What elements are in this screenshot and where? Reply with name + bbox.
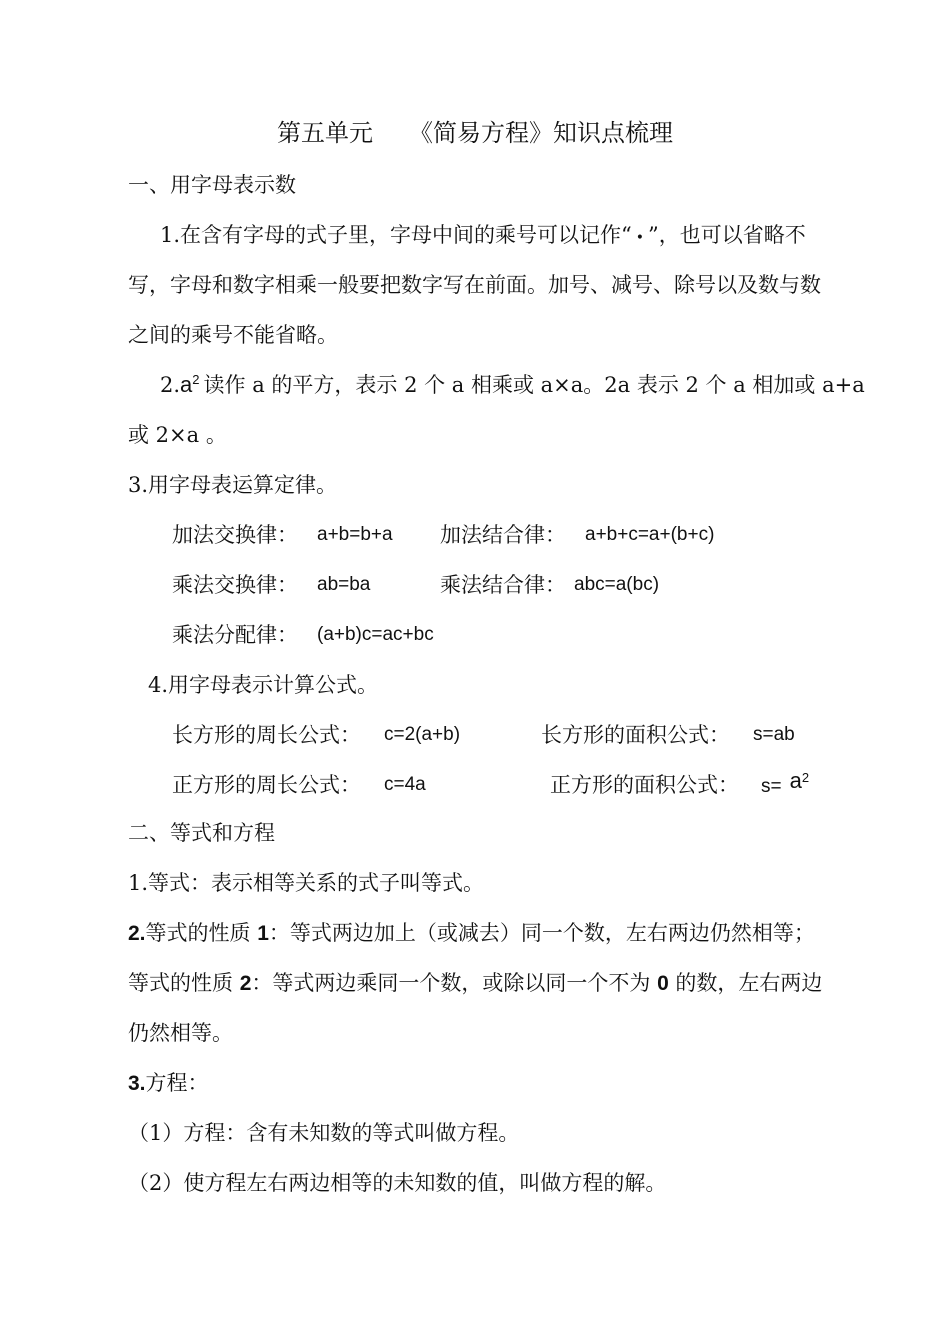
item2-a: a (180, 372, 193, 397)
item1-line1-a: 1.在含有字母的式子里，字母中间的乘号可以记作“ (160, 223, 632, 247)
mul-assoc-formula: abc=a(bc) (574, 574, 660, 595)
property2-text: ：等式两边乘同一个数，或除以同一个不为 (251, 971, 658, 995)
rect-area-label: 长方形的面积公式： (541, 723, 730, 747)
section2-item2-line2 (128, 970, 822, 997)
property2-text-end: 的数，左右两边 (668, 971, 823, 995)
mul-assoc-label: 乘法结合律： (440, 573, 566, 597)
add-assoc-formula: a+b+c=a+(b+c) (585, 524, 715, 545)
sq-area-s: s= (761, 776, 782, 797)
item3-num: 3. (128, 1072, 146, 1095)
add-comm-label: 加法交换律： (172, 523, 298, 547)
mul-comm-formula: ab=ba (317, 574, 371, 595)
item2-num: 2. (128, 922, 146, 945)
item1-line1-b: ”，也可以省略不 (648, 223, 806, 247)
sq-perim-label: 正方形的周长公式： (172, 773, 361, 797)
section2-item2-line3: 仍然相等。 (128, 1021, 233, 1045)
section1-item2-line1 (160, 372, 865, 401)
section1-item1-line2: 写，字母和数字相乘一般要把数字写在前面。加号、减号、除号以及数与数 (128, 273, 821, 297)
section2-item3-sub2: （2）使方程左右两边相等的未知数的值，叫做方程的解。 (128, 1171, 667, 1195)
section2-heading: 二、等式和方程 (128, 821, 275, 845)
property2-number: 2 (239, 972, 252, 995)
item2-superscript: 2 (192, 372, 200, 387)
distrib-label: 乘法分配律： (172, 623, 298, 647)
sq-area-superscript: 2 (801, 770, 810, 785)
section2-item3-heading (128, 1070, 209, 1097)
property1-text: ：等式两边加上（或减去）同一个数，左右两边仍然相等； (268, 921, 815, 945)
section1-heading: 一、用字母表示数 (128, 173, 296, 197)
sq-area-a: a (789, 768, 802, 793)
section2-item2-line1 (128, 920, 815, 947)
add-comm-formula: a+b=b+a (317, 524, 393, 545)
section1-item3-heading: 3.用字母表运算定律。 (128, 473, 338, 497)
property1-label: 等式的性质 (145, 921, 258, 945)
section1-item4-heading: 4.用字母表示计算公式。 (148, 673, 379, 697)
distrib-formula: (a+b)c=ac+bc (317, 624, 434, 645)
section1-item1-line3: 之间的乘号不能省略。 (128, 323, 338, 347)
section1-item2-line2: 或 2×a 。 (128, 423, 227, 447)
rect-perim-formula: c=2(a+b) (384, 724, 461, 745)
sq-area-label: 正方形的面积公式： (550, 773, 739, 797)
section2-item1: 1.等式：表示相等关系的式子叫等式。 (128, 871, 485, 895)
sq-perim-formula: c=4a (384, 774, 426, 795)
property1-number: 1 (257, 922, 269, 945)
property2-label: 等式的性质 (128, 971, 240, 995)
sq-area-formula (761, 768, 810, 801)
item2-prefix: 2. (160, 373, 181, 397)
multiplication-dot: • (635, 230, 645, 246)
mul-comm-label: 乘法交换律： (172, 573, 298, 597)
page-title: 第五单元 《简易方程》知识点梳理 (277, 119, 673, 147)
item2-text: 读作 a 的平方，表示 2 个 a 相乘或 a×a。2a 表示 2 个 a 相加或 a+a (203, 373, 865, 397)
section2-item3-sub1: （1）方程：含有未知数的等式叫做方程。 (128, 1121, 520, 1145)
add-assoc-label: 加法结合律： (440, 523, 566, 547)
rect-area-formula: s=ab (753, 724, 795, 745)
rect-perim-label: 长方形的周长公式： (172, 723, 361, 747)
zero-number: 0 (657, 972, 669, 995)
section1-item1-line1 (160, 222, 806, 251)
item3-heading-text: 方程： (145, 1071, 209, 1095)
